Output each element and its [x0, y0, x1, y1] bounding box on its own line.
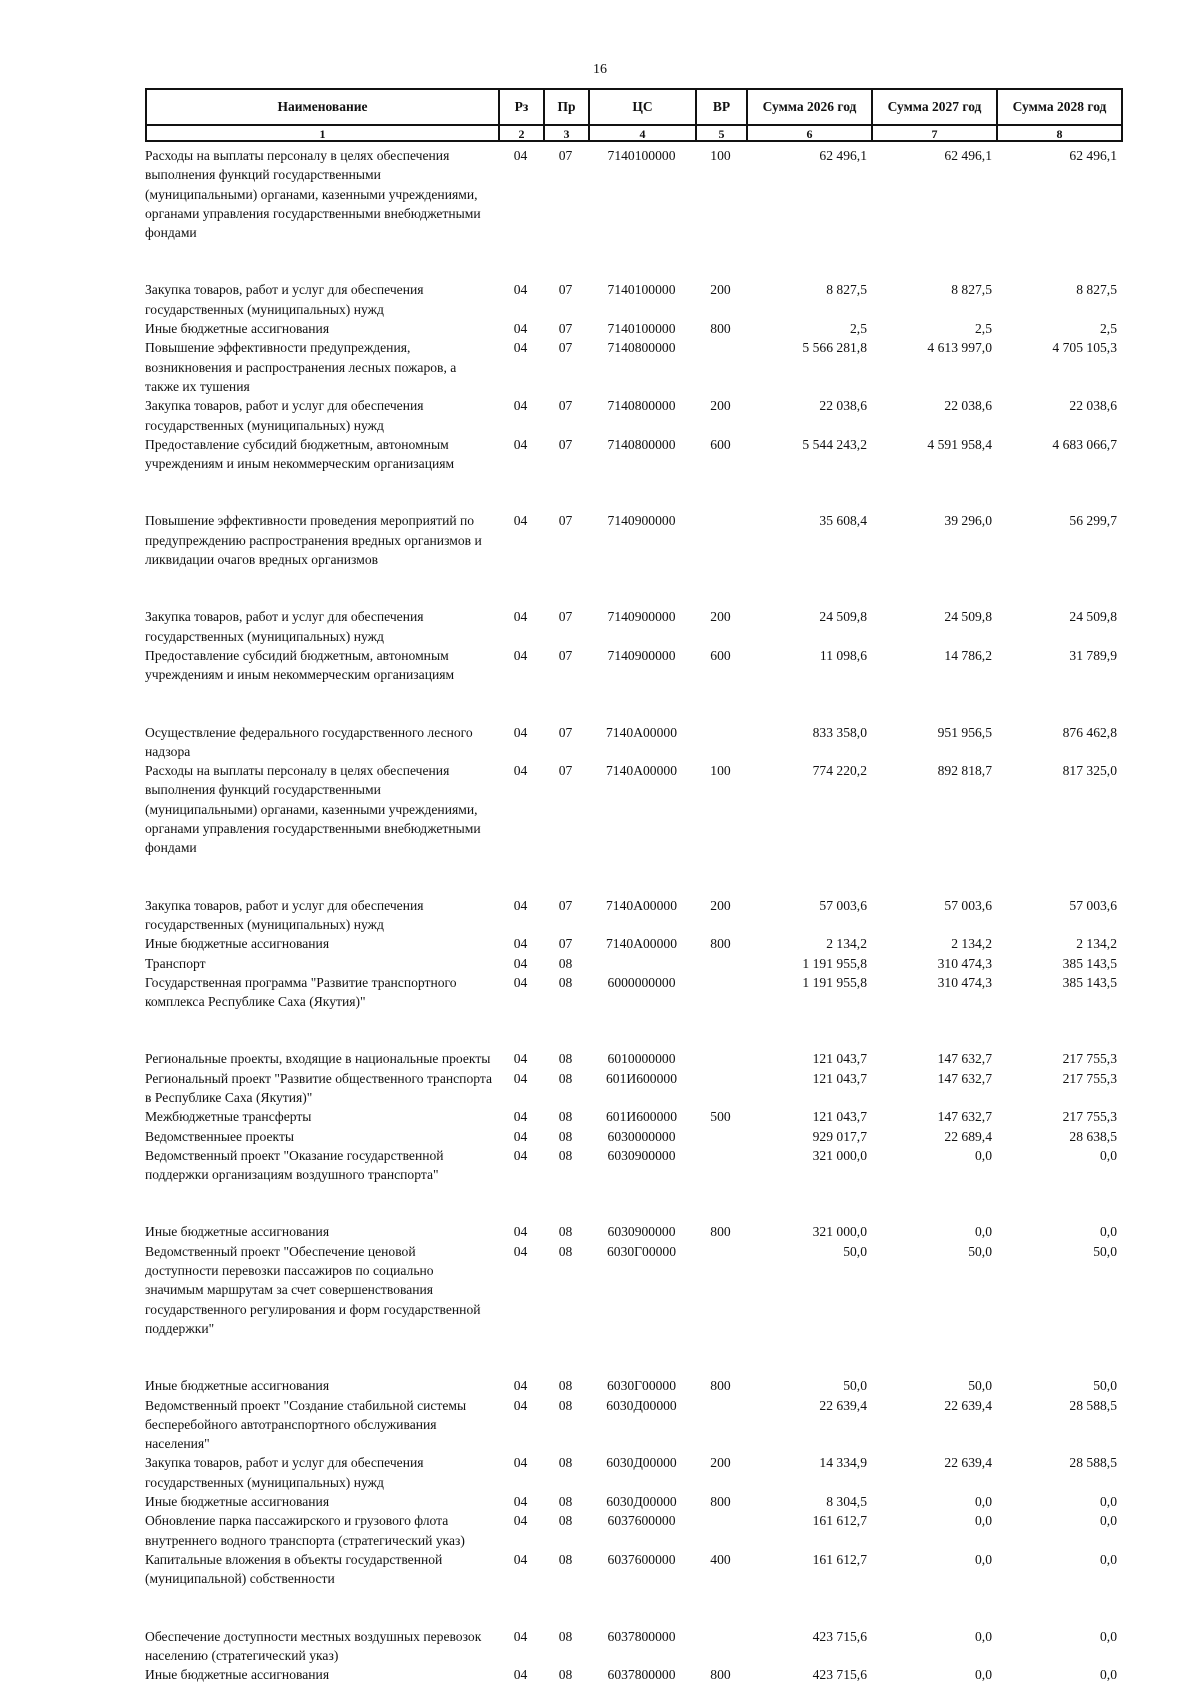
row-cs: 7140900000 [607, 513, 676, 529]
header-cs: ЦС [589, 89, 696, 125]
row-cs: 6037600000 [607, 1513, 676, 1529]
header-sum-2026: Сумма 2026 год [747, 89, 872, 125]
row-sum-2026: 24 509,8 [819, 609, 867, 625]
row-sum-2028: 217 755,3 [1062, 1070, 1117, 1086]
row-sum-2026: 121 043,7 [812, 1070, 867, 1086]
row-name: Региональный проект "Развитие общественного транспорта в Республике Саха (Якутия)" [145, 1070, 492, 1105]
row-sum-2027: 0,0 [975, 1628, 992, 1644]
row-sum-2026: 57 003,6 [819, 897, 867, 913]
row-vr [695, 1396, 746, 1454]
row-cs: 6010000000 [607, 1051, 676, 1067]
row-sum-2027: 0,0 [975, 1224, 992, 1240]
row-sum-2028: 0,0 [1100, 1513, 1117, 1529]
row-rz: 04 [513, 148, 528, 163]
row-sum-2026: 8 304,5 [826, 1494, 867, 1510]
row-rz: 04 [513, 724, 528, 740]
table-row [145, 1376, 1121, 1395]
table-row [145, 319, 1121, 338]
row-name: Осуществление федерального государственного лесного надзора [145, 724, 473, 759]
table-row [145, 280, 1121, 319]
row-cs: 6037600000 [607, 1551, 676, 1567]
table-row [145, 607, 1121, 646]
row-pr: 07 [558, 609, 573, 625]
row-rz: 04 [513, 1667, 528, 1683]
row-sum-2026: 5 566 281,8 [802, 340, 867, 356]
table-row [145, 1127, 1121, 1146]
row-sum-2028: 2 134,2 [1076, 936, 1117, 952]
row-sum-2028: 62 496,1 [1069, 148, 1117, 163]
row-sum-2026: 929 017,7 [812, 1128, 867, 1144]
row-cs: 6030Д00000 [606, 1397, 677, 1413]
row-sum-2027: 0,0 [975, 1551, 992, 1567]
table-row [145, 1069, 1121, 1108]
header-number-4: 4 [589, 125, 696, 141]
header-number-7: 7 [872, 125, 997, 141]
row-name: Предоставление субсидий бюджетным, автономным учреждениям и иным некоммерческим организациям [145, 436, 455, 472]
header-number-8: 8 [997, 125, 1122, 141]
row-pr: 08 [558, 1128, 573, 1144]
row-rz: 04 [513, 1109, 528, 1125]
row-name: Ведомственный проект "Создание стабильной системы бесперебойного автотранспортного обслуживания населения" [145, 1397, 467, 1452]
row-name: Межбюджетные трансферты [145, 1109, 312, 1125]
row-rz: 04 [513, 763, 528, 779]
header-number-5: 5 [696, 125, 747, 141]
row-vr: 500 [710, 1109, 731, 1125]
table-row [145, 396, 1121, 435]
row-sum-2027: 147 632,7 [937, 1070, 992, 1086]
row-rz: 04 [513, 1455, 528, 1471]
row-rz: 04 [513, 513, 528, 529]
table-row [145, 723, 1121, 762]
row-rz: 04 [513, 1397, 528, 1413]
row-rz: 04 [513, 1628, 528, 1644]
row-name: Ведомственныее проекты [145, 1128, 295, 1144]
row-sum-2028: 50,0 [1093, 1378, 1117, 1394]
row-pr: 07 [558, 282, 573, 298]
header-pr: Пр [544, 89, 589, 125]
row-vr: 800 [710, 1667, 731, 1683]
row-vr [695, 954, 746, 973]
row-sum-2026: 774 220,2 [812, 763, 867, 779]
row-sum-2027: 4 613 997,0 [927, 340, 992, 356]
row-vr: 200 [710, 398, 731, 414]
row-vr: 800 [710, 321, 731, 337]
row-sum-2028: 57 003,6 [1069, 897, 1117, 913]
row-pr: 08 [558, 1378, 573, 1394]
row-pr: 07 [558, 724, 573, 740]
row-pr: 08 [558, 1628, 573, 1644]
budget-table [145, 146, 1121, 1684]
row-sum-2027: 0,0 [975, 1147, 992, 1163]
row-sum-2027: 147 632,7 [937, 1109, 992, 1125]
row-cs: 7140900000 [607, 609, 676, 625]
table-row [145, 761, 1121, 895]
table-row [145, 1049, 1121, 1068]
row-pr: 08 [558, 1147, 573, 1163]
row-sum-2027: 310 474,3 [937, 955, 992, 971]
row-pr: 08 [558, 1397, 573, 1413]
table-row [145, 954, 1121, 973]
row-rz: 04 [513, 1494, 528, 1510]
row-sum-2026: 321 000,0 [812, 1224, 867, 1240]
row-cs: 7140100000 [607, 282, 676, 298]
row-sum-2026: 2 134,2 [826, 936, 867, 952]
row-pr: 08 [558, 1243, 573, 1259]
table-header [145, 88, 1123, 142]
table-row [145, 1396, 1121, 1454]
row-name: Иные бюджетные ассигнования [145, 936, 330, 952]
row-sum-2028: 217 755,3 [1062, 1051, 1117, 1067]
row-vr: 200 [710, 897, 731, 913]
row-sum-2026: 321 000,0 [812, 1147, 867, 1163]
row-name: Расходы на выплаты персоналу в целях обеспечения выполнения функций государственными (муниципальными) органами, казенными учреждениями, органами управления государственными внебюджетными фондами [145, 763, 481, 856]
row-pr: 08 [558, 1455, 573, 1471]
row-vr [695, 1511, 746, 1550]
row-pr: 08 [558, 1224, 573, 1240]
row-vr: 200 [710, 609, 731, 625]
row-sum-2027: 892 818,7 [937, 763, 992, 779]
row-sum-2026: 50,0 [843, 1243, 867, 1259]
row-sum-2026: 50,0 [843, 1378, 867, 1394]
row-name: Региональные проекты, входящие в национальные проекты [145, 1051, 491, 1067]
row-pr: 07 [558, 398, 573, 414]
row-sum-2026: 2,5 [850, 321, 867, 337]
row-sum-2028: 817 325,0 [1062, 763, 1117, 779]
row-sum-2027: 0,0 [975, 1667, 992, 1683]
row-rz: 04 [513, 955, 528, 971]
row-pr: 08 [558, 1667, 573, 1683]
row-name: Иные бюджетные ассигнования [145, 1667, 330, 1683]
row-sum-2027: 951 956,5 [937, 724, 992, 740]
row-name: Повышение эффективности предупреждения, возникновения и распространения лесных пожаров, а также их тушения [145, 340, 457, 394]
row-name: Ведомственный проект "Обеспечение ценовой доступности перевозки пассажиров по социально значимым маршрутам за счет совершенствования государственного регулирования и форм государственной поддержки" [145, 1243, 481, 1336]
header-number-3: 3 [544, 125, 589, 141]
row-pr: 07 [558, 436, 573, 452]
row-sum-2028: 217 755,3 [1062, 1109, 1117, 1125]
row-sum-2028: 28 588,5 [1069, 1397, 1117, 1413]
row-cs: 6037800000 [607, 1628, 676, 1644]
row-name: Государственная программа "Развитие транспортного комплекса Республике Саха (Якутия)" [145, 974, 457, 1010]
row-cs: 7140900000 [607, 647, 676, 663]
row-rz: 04 [513, 1051, 528, 1067]
row-sum-2026: 22 038,6 [819, 398, 867, 414]
row-pr: 07 [558, 513, 573, 529]
row-vr [695, 723, 746, 762]
row-vr [695, 338, 746, 396]
row-sum-2028: 385 143,5 [1062, 974, 1117, 990]
row-sum-2026: 22 639,4 [819, 1397, 867, 1413]
row-rz: 04 [513, 436, 528, 452]
table-row [145, 1453, 1121, 1492]
row-name: Закупка товаров, работ и услуг для обеспечения государственных (муниципальных) нужд [145, 897, 424, 932]
row-vr: 800 [710, 1494, 731, 1510]
row-cs: 6030Г00000 [606, 1378, 677, 1394]
table-row [145, 934, 1121, 953]
row-pr: 08 [558, 1494, 573, 1510]
row-sum-2026: 423 715,6 [812, 1667, 867, 1683]
row-rz: 04 [513, 897, 528, 913]
header-number-2: 2 [499, 125, 544, 141]
row-sum-2026: 11 098,6 [819, 647, 867, 663]
row-cs: 6037800000 [607, 1667, 676, 1683]
row-sum-2026: 161 612,7 [812, 1513, 867, 1529]
row-sum-2026: 423 715,6 [812, 1628, 867, 1644]
row-pr: 07 [558, 647, 573, 663]
row-sum-2026: 5 544 243,2 [802, 436, 867, 452]
row-rz: 04 [513, 1070, 528, 1086]
row-sum-2028: 4 705 105,3 [1052, 340, 1117, 356]
page-number: 16 [593, 62, 607, 77]
row-pr: 08 [558, 1551, 573, 1567]
row-cs: 7140800000 [607, 340, 676, 356]
row-cs: 7140А00000 [606, 724, 677, 740]
row-vr: 100 [710, 148, 731, 163]
row-sum-2026: 833 358,0 [812, 724, 867, 740]
header-name: Наименование [146, 89, 499, 125]
row-name: Транспорт [145, 955, 206, 971]
row-vr [695, 1049, 746, 1068]
row-cs: 7140100000 [607, 148, 676, 163]
row-rz: 04 [513, 1147, 528, 1163]
row-sum-2026: 1 191 955,8 [802, 955, 867, 971]
row-sum-2028: 50,0 [1093, 1243, 1117, 1259]
row-cs: 6030000000 [607, 1128, 676, 1144]
row-name: Закупка товаров, работ и услуг для обеспечения государственных (муниципальных) нужд [145, 282, 424, 317]
row-name: Иные бюджетные ассигнования [145, 1494, 330, 1510]
row-sum-2027: 62 496,1 [944, 148, 992, 163]
row-pr: 07 [558, 148, 573, 163]
row-sum-2027: 50,0 [968, 1378, 992, 1394]
row-sum-2027: 24 509,8 [944, 609, 992, 625]
row-rz: 04 [513, 1513, 528, 1529]
row-name: Иные бюджетные ассигнования [145, 1378, 330, 1394]
row-sum-2026: 35 608,4 [819, 513, 867, 529]
header-number-1: 1 [146, 125, 499, 141]
row-sum-2028: 0,0 [1100, 1551, 1117, 1567]
row-sum-2026: 14 334,9 [819, 1455, 867, 1471]
row-rz: 04 [513, 1224, 528, 1240]
row-name: Закупка товаров, работ и услуг для обеспечения государственных (муниципальных) нужд [145, 1455, 424, 1490]
row-sum-2028: 31 789,9 [1069, 647, 1117, 663]
row-rz: 04 [513, 1128, 528, 1144]
row-cs: 6000000000 [607, 974, 676, 990]
row-sum-2026: 8 827,5 [826, 282, 867, 298]
row-vr: 100 [710, 763, 731, 779]
table-row [145, 1222, 1121, 1241]
table-row [145, 1627, 1121, 1666]
row-vr [695, 1069, 746, 1108]
row-pr: 08 [558, 1109, 573, 1125]
row-vr: 200 [710, 282, 731, 298]
row-vr [695, 1242, 746, 1376]
row-sum-2028: 8 827,5 [1076, 282, 1117, 298]
row-rz: 04 [513, 398, 528, 414]
row-sum-2027: 310 474,3 [937, 974, 992, 990]
row-sum-2028: 385 143,5 [1062, 955, 1117, 971]
table-row [145, 338, 1121, 396]
row-rz: 04 [513, 647, 528, 663]
row-name: Закупка товаров, работ и услуг для обеспечения государственных (муниципальных) нужд [145, 398, 424, 433]
row-pr: 07 [558, 936, 573, 952]
row-cs: 6030Г00000 [606, 1243, 677, 1259]
row-pr: 07 [558, 763, 573, 779]
row-cs: 6030900000 [607, 1224, 676, 1240]
row-pr: 08 [558, 1513, 573, 1529]
table-row [145, 896, 1121, 935]
row-cs: 7140А00000 [606, 936, 677, 952]
table-body [145, 146, 1121, 1684]
row-vr [695, 973, 746, 1050]
row-rz: 04 [513, 282, 528, 298]
row-pr: 08 [558, 1070, 573, 1086]
row-vr: 600 [710, 436, 731, 452]
table-row [145, 973, 1121, 1050]
row-sum-2026: 1 191 955,8 [802, 974, 867, 990]
row-sum-2028: 876 462,8 [1062, 724, 1117, 740]
row-rz: 04 [513, 1551, 528, 1567]
row-pr: 08 [558, 1051, 573, 1067]
row-vr: 200 [710, 1455, 731, 1471]
row-rz: 04 [513, 609, 528, 625]
row-name: Закупка товаров, работ и услуг для обеспечения государственных (муниципальных) нужд [145, 609, 424, 644]
row-rz: 04 [513, 340, 528, 356]
row-cs: 6030Д00000 [606, 1494, 677, 1510]
row-sum-2028: 22 038,6 [1069, 398, 1117, 414]
table-row [145, 435, 1121, 512]
row-rz: 04 [513, 321, 528, 337]
row-cs: 601И600000 [606, 1070, 677, 1086]
table-row [145, 1107, 1121, 1126]
row-cs: 6030Д00000 [606, 1455, 677, 1471]
row-sum-2027: 2,5 [975, 321, 992, 337]
row-sum-2027: 57 003,6 [944, 897, 992, 913]
row-pr: 08 [558, 955, 573, 971]
header-number-6: 6 [747, 125, 872, 141]
row-sum-2028: 56 299,7 [1069, 513, 1117, 529]
row-sum-2028: 0,0 [1100, 1147, 1117, 1163]
row-name: Ведомственный проект "Оказание государственной поддержки организациям воздушного транспорта" [145, 1147, 444, 1183]
table-row [145, 1492, 1121, 1511]
row-cs: 7140800000 [607, 436, 676, 452]
row-name: Обеспечение доступности местных воздушных перевозок населению (стратегический указ) [145, 1628, 482, 1663]
row-sum-2027: 50,0 [968, 1243, 992, 1259]
row-name: Расходы на выплаты персоналу в целях обеспечения выполнения функций государственными (муниципальными) органами, казенными учреждениями, органами управления государственными внебюджетными фондами [145, 148, 481, 241]
row-sum-2027: 8 827,5 [951, 282, 992, 298]
table-row [145, 1146, 1121, 1223]
row-name: Иные бюджетные ассигнования [145, 321, 330, 337]
row-sum-2028: 0,0 [1100, 1628, 1117, 1644]
row-cs: 6030900000 [607, 1147, 676, 1163]
row-sum-2027: 0,0 [975, 1513, 992, 1529]
row-sum-2028: 0,0 [1100, 1494, 1117, 1510]
header-rz: Рз [499, 89, 544, 125]
row-sum-2027: 14 786,2 [944, 647, 992, 663]
row-sum-2027: 39 296,0 [944, 513, 992, 529]
row-cs: 7140А00000 [606, 763, 677, 779]
table-row [145, 1665, 1121, 1684]
row-sum-2027: 22 639,4 [944, 1455, 992, 1471]
row-sum-2028: 4 683 066,7 [1052, 436, 1117, 452]
row-sum-2026: 121 043,7 [812, 1109, 867, 1125]
row-vr [695, 1146, 746, 1223]
row-vr: 600 [710, 647, 731, 663]
row-name: Предоставление субсидий бюджетным, автономным учреждениям и иным некоммерческим организациям [145, 647, 455, 683]
row-sum-2027: 22 639,4 [944, 1397, 992, 1413]
row-pr: 07 [558, 340, 573, 356]
row-rz: 04 [513, 1378, 528, 1394]
row-sum-2028: 28 588,5 [1069, 1455, 1117, 1471]
table-row [145, 1511, 1121, 1550]
row-vr: 800 [710, 1224, 731, 1240]
header-vr: ВР [696, 89, 747, 125]
table-row [145, 1550, 1121, 1627]
header-sum-2027: Сумма 2027 год [872, 89, 997, 125]
row-vr: 800 [710, 936, 731, 952]
row-rz: 04 [513, 936, 528, 952]
table-row [145, 1242, 1121, 1376]
row-rz: 04 [513, 974, 528, 990]
row-name: Капитальные вложения в объекты государственной (муниципальной) собственности [145, 1551, 443, 1587]
row-name: Повышение эффективности проведения мероприятий по предупреждению распространения вредных организмов и ликвидации очагов вредных организмов [145, 513, 482, 568]
row-vr [695, 511, 746, 607]
row-pr: 07 [558, 897, 573, 913]
table-row [145, 146, 1121, 280]
row-sum-2027: 4 591 958,4 [927, 436, 992, 452]
row-sum-2028: 24 509,8 [1069, 609, 1117, 625]
row-cs: 7140100000 [607, 321, 676, 337]
row-vr: 800 [710, 1378, 731, 1394]
row-pr: 07 [558, 321, 573, 337]
row-cs: 7140800000 [607, 398, 676, 414]
table-row [145, 646, 1121, 723]
header-sum-2028: Сумма 2028 год [997, 89, 1122, 125]
row-sum-2026: 121 043,7 [812, 1051, 867, 1067]
row-sum-2026: 62 496,1 [819, 148, 867, 163]
row-name: Обновление парка пассажирского и грузового флота внутреннего водного транспорта (стратегический указ) [145, 1513, 465, 1548]
row-sum-2028: 0,0 [1100, 1224, 1117, 1240]
row-sum-2027: 22 689,4 [944, 1128, 992, 1144]
table-row [145, 511, 1121, 607]
row-sum-2027: 0,0 [975, 1494, 992, 1510]
row-sum-2028: 28 638,5 [1069, 1128, 1117, 1144]
row-cs: 7140А00000 [606, 897, 677, 913]
row-cs [588, 954, 695, 973]
row-sum-2028: 0,0 [1100, 1667, 1117, 1683]
row-sum-2026: 161 612,7 [812, 1551, 867, 1567]
row-vr [695, 1627, 746, 1666]
row-sum-2027: 22 038,6 [944, 398, 992, 414]
row-name: Иные бюджетные ассигнования [145, 1224, 330, 1240]
row-rz: 04 [513, 1243, 528, 1259]
row-vr: 400 [710, 1551, 731, 1567]
row-cs: 601И600000 [606, 1109, 677, 1125]
row-pr: 08 [558, 974, 573, 990]
row-sum-2027: 147 632,7 [937, 1051, 992, 1067]
row-vr [695, 1127, 746, 1146]
row-sum-2028: 2,5 [1100, 321, 1117, 337]
row-sum-2027: 2 134,2 [951, 936, 992, 952]
